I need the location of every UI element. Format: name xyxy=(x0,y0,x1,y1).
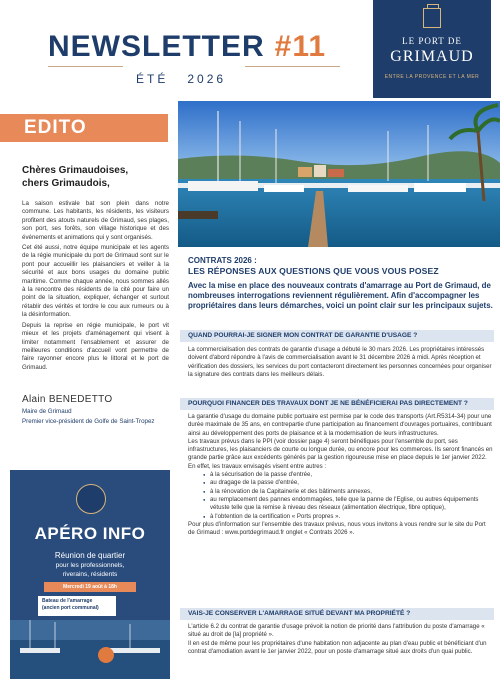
logo-tagline: ENTRE LA PROVENCE ET LA MER xyxy=(384,74,480,80)
question-text: VAIS-JE CONSERVER L'AMARRAGE SITUÉ DEVANT MA PROPRIÉTÉ ? xyxy=(188,610,411,617)
answer-block xyxy=(188,413,494,537)
edito-paragraph: La saison estivale bat son plein dans notre commune. Les habitants, les résidents, les visiteurs profitent des atouts naturels de Grimaud, ses plages, son port, ses forêts, son village historique et des événements et animations qui y sont organisés. xyxy=(22,200,169,241)
question-text: POURQUOI FINANCER DES TRAVAUX DONT JE NE BÉNÉFICIERAI PAS DIRECTEMENT ? xyxy=(188,400,468,407)
signature-role: Maire de Grimaud xyxy=(22,408,72,415)
bullet-item: ● à l'obtention de la certification « Ports propres ». xyxy=(188,513,494,521)
answer-paragraph: Pour plus d'information sur l'ensemble des travaux prévus, nous vous invitons à vous rendre sur le site du Port de Grimaud : www.portdegrimaud.fr onglet « Contrats 2026 ». xyxy=(188,520,486,537)
poster-subtitle: pour les professionnels, xyxy=(55,562,125,569)
poster-harbor-image xyxy=(10,620,170,679)
season-label: ÉTÉ 2026 xyxy=(136,72,227,86)
port-logo[interactable] xyxy=(373,0,491,98)
bullet-item: ● au dragage de la passe d'entrée, xyxy=(188,479,494,487)
signature-role: Premier vice-président de Golfe de Saint-Tropez xyxy=(22,418,155,425)
question-bar xyxy=(180,330,494,342)
answer-text: La commercialisation des contrats de garantie d'usage a débuté le 30 mars 2026. Les propriétaires intéressés doivent d'abord répondre à l'avis de commercialisation avant le 31 décembre 2026 à midi. Après réception et vérification des dossiers, les services du port contacteront directement les personnes concernées pour organiser la signature des contrats dans les meilleurs délais. xyxy=(188,346,492,378)
poster-subtitle: riverains, résidents xyxy=(62,571,118,578)
answer-paragraph: Il en est de même pour les propriétaires d'une habitation non adjacente au plan d'eau public et bénéficiant d'un contrat d'amodiation avant le 1er janvier 2022, pour un poste d'amarrage situé aux droits d'un quai public. xyxy=(188,639,487,655)
port-logo-badge xyxy=(76,484,106,514)
divider xyxy=(48,66,123,67)
edito-paragraph: Cet été aussi, notre équipe municipale et les agents de la régie municipale du port de Grimaud sont sur le pont pour accueillir les plaisanciers et veiller à la sécurité et aux bons usages du domaine public maritime. Comme chaque année, nous sommes allés à la rencontre des résidents de la cité pour faire un point de la situation, expliquer, échanger et surtout rétablir des vérités et tordre le cou aux rumeurs ou à la désinformation. xyxy=(22,244,169,319)
answer-paragraph: L'article 6.2 du contrat de garantie d'usage prévoit la notion de priorité dans l'attribution du poste d'amarrage « situé au droit de [la] propriété ». xyxy=(188,623,485,639)
poster-location xyxy=(38,596,116,616)
poster-location-line: Bateau de l'amarrage xyxy=(42,598,93,604)
question-bar xyxy=(180,608,494,620)
poster-subtitle: Réunion de quartier xyxy=(54,551,126,560)
harbor-photo xyxy=(178,101,500,247)
signature-name: Alain BENEDETTO xyxy=(22,394,113,405)
poster-title: APÉRO INFO xyxy=(34,524,146,543)
edito-paragraph: Depuis la reprise en régie municipale, le port vit mieux et les projets d'aménagement qui visent à limiter notamment l'ensablement et assurer de meilleures conditions d'accueil vont permettre de faire rayonner encore plus le littoral et le port de Grimaud. xyxy=(22,321,169,371)
bullet-item: ● à la rénovation de la Capitainerie et des bâtiments annexes, xyxy=(188,488,494,496)
logo-line2: GRIMAUD xyxy=(390,48,474,65)
edito-greeting xyxy=(22,164,172,190)
newsletter-title xyxy=(48,30,326,64)
edito-label: EDITO xyxy=(24,117,87,138)
question-bar xyxy=(180,398,494,410)
bullet-item: ● au remplacement des pannes endommagées, telle que la panne de l'Eglise, ou autres équipements vétuste telle que la remise à niveau des réseaux (alimentation électrique, fibre optique), xyxy=(188,496,494,513)
answer-block xyxy=(188,623,494,656)
edito-body xyxy=(22,200,169,374)
tower-icon xyxy=(423,8,441,28)
poster-badge-icon xyxy=(98,647,114,663)
article-kicker: CONTRATS 2026 : xyxy=(188,256,257,265)
apero-info-poster[interactable] xyxy=(10,470,170,679)
question-text: QUAND POURRAI-JE SIGNER MON CONTRAT DE GARANTIE D'USAGE ? xyxy=(188,332,418,339)
newsletter-label: NEWSLETTER xyxy=(48,30,265,63)
answer-paragraph: En effet, les travaux envisagés visent entre autres : xyxy=(188,462,327,470)
greeting-line1: Chères Grimaudoises, xyxy=(22,165,129,176)
answer-paragraph: Les travaux prévus dans le PPI (voir dossier page 4) seront bénéfiques pour l'ensemble du port, ses infrastructures, les plaisanciers de courte ou longue durée, ou encore pour les commerces. Ils seront financés en grande partie grâce aux excédents générés par la gestion rigoureuse mise en place depuis le 1er janvier 2022. xyxy=(188,437,493,462)
divider xyxy=(245,66,340,67)
bullet-item: ● à la sécurisation de la passe d'entrée, xyxy=(188,471,494,479)
greeting-line2: chers Grimaudois, xyxy=(22,178,110,189)
edito-banner xyxy=(0,114,168,142)
article-title: LES RÉPONSES AUX QUESTIONS QUE VOUS VOUS POSEZ xyxy=(188,266,439,276)
logo-line1: LE PORT DE xyxy=(402,36,462,46)
poster-date: Mercredi 19 août à 18h xyxy=(44,582,136,592)
answer-paragraph: La garantie d'usage du domaine public portuaire est permise par le code des transports (Art.R5314-34) pour une durée maximale de 35 ans, en contrepartie d'une participation au financement d'ouvrages portuaires, contribuant ainsi au développement des ports de plaisance et à la modernisation de leurs infrastructures. xyxy=(188,413,492,437)
issue-number: #11 xyxy=(274,30,327,63)
article-lede: Avec la mise en place des nouveaux contrats d'amarrage au Port de Grimaud, de nombreuses interrogations reviennent régulièrement. Afin d'accompagner les propriétaires dans leurs démarches, voici un point clair sur les principaux sujets. xyxy=(188,281,493,310)
poster-location-line: (ancien port communal) xyxy=(42,605,99,611)
